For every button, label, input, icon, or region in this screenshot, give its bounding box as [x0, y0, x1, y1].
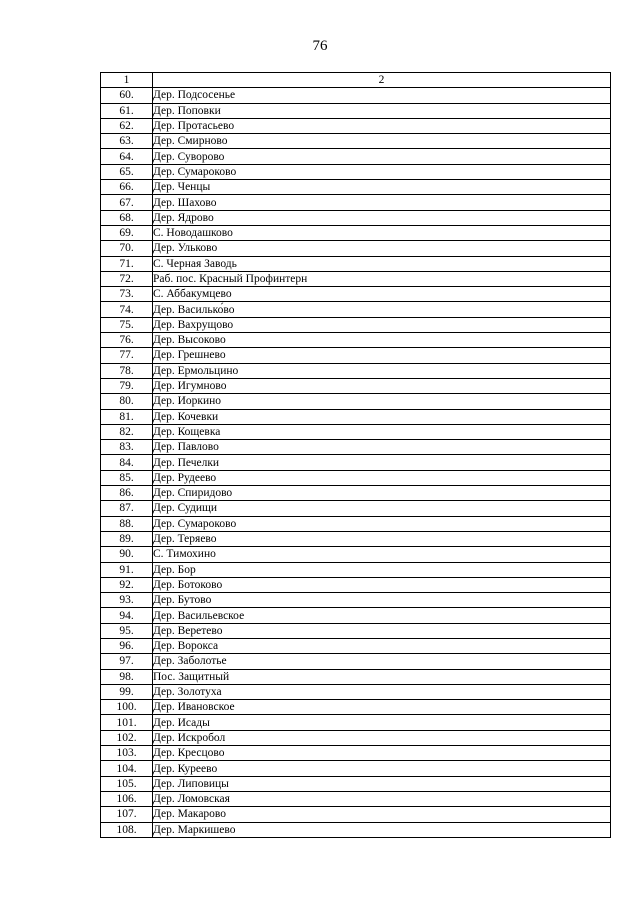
settlement-name-cell: Дер. Шахово [153, 195, 611, 210]
table-row [101, 394, 611, 409]
row-number-cell: 62. [101, 118, 153, 133]
row-number-cell: 65. [101, 164, 153, 179]
table-row [101, 807, 611, 822]
row-number-cell: 92. [101, 577, 153, 592]
row-number-cell: 91. [101, 562, 153, 577]
row-number-cell: 80. [101, 394, 153, 409]
row-number-cell: 68. [101, 210, 153, 225]
row-number-cell: 83. [101, 440, 153, 455]
table-row [101, 271, 611, 286]
settlement-name-cell: Дер. Смирново [153, 134, 611, 149]
settlement-name-cell: Дер. Искробол [153, 730, 611, 745]
table-row [101, 761, 611, 776]
settlement-name-cell: Дер. Судищи [153, 501, 611, 516]
table-row [101, 103, 611, 118]
table-row [101, 700, 611, 715]
table-row [101, 180, 611, 195]
table-row [101, 486, 611, 501]
table-row [101, 348, 611, 363]
table-row [101, 715, 611, 730]
table-row [101, 791, 611, 806]
row-number-cell: 67. [101, 195, 153, 210]
row-number-cell: 95. [101, 623, 153, 638]
table-row [101, 623, 611, 638]
settlement-name-cell: Раб. пос. Красный Профинтерн [153, 271, 611, 286]
table-row [101, 440, 611, 455]
settlement-name-cell: Дер. Маркишево [153, 822, 611, 837]
row-number-cell: 76. [101, 333, 153, 348]
row-number-cell: 103. [101, 746, 153, 761]
settlement-name-cell: Дер. Грешнево [153, 348, 611, 363]
table-row [101, 378, 611, 393]
column-header-number: 1 [101, 73, 153, 88]
settlement-name-cell: Дер. Суворово [153, 149, 611, 164]
row-number-cell: 88. [101, 516, 153, 531]
table-row [101, 225, 611, 240]
table-header-row [101, 73, 611, 88]
row-number-cell: 86. [101, 486, 153, 501]
row-number-cell: 98. [101, 669, 153, 684]
row-number-cell: 94. [101, 608, 153, 623]
table-row [101, 363, 611, 378]
row-number-cell: 104. [101, 761, 153, 776]
settlement-name-cell: Дер. Игумново [153, 378, 611, 393]
row-number-cell: 90. [101, 547, 153, 562]
row-number-cell: 82. [101, 424, 153, 439]
settlement-name-cell: Дер. Василько́во [153, 302, 611, 317]
row-number-cell: 69. [101, 225, 153, 240]
row-number-cell: 70. [101, 241, 153, 256]
table-row [101, 409, 611, 424]
table-row [101, 455, 611, 470]
settlement-name-cell: Дер. Исады [153, 715, 611, 730]
settlement-name-cell: Дер. Ворокса [153, 638, 611, 653]
page-number: 76 [312, 38, 328, 54]
table-row [101, 577, 611, 592]
settlement-name-cell: С. Аббакумцево [153, 287, 611, 302]
table-row [101, 669, 611, 684]
settlement-name-cell: Дер. Иоркино [153, 394, 611, 409]
settlement-name-cell: Дер. Печелки [153, 455, 611, 470]
table-row [101, 501, 611, 516]
row-number-cell: 84. [101, 455, 153, 470]
table-row [101, 547, 611, 562]
settlement-name-cell: С. Тимохино [153, 547, 611, 562]
table-body [101, 88, 611, 838]
row-number-cell: 101. [101, 715, 153, 730]
row-number-cell: 73. [101, 287, 153, 302]
settlement-name-cell: Дер. Куреево [153, 761, 611, 776]
settlement-name-cell: Дер. Ульково [153, 241, 611, 256]
settlement-name-cell: Пос. Защитный [153, 669, 611, 684]
settlement-name-cell: Дер. Бутово [153, 593, 611, 608]
row-number-cell: 93. [101, 593, 153, 608]
settlement-name-cell: Дер. Сумароково [153, 164, 611, 179]
settlement-name-cell: Дер. Васильевское [153, 608, 611, 623]
table-row [101, 822, 611, 837]
row-number-cell: 102. [101, 730, 153, 745]
table-row [101, 638, 611, 653]
table-row [101, 302, 611, 317]
settlement-name-cell: Дер. Теряево [153, 531, 611, 546]
settlement-name-cell: Дер. Ботоково [153, 577, 611, 592]
settlement-name-cell: Дер. Рудеево [153, 470, 611, 485]
row-number-cell: 105. [101, 776, 153, 791]
row-number-cell: 72. [101, 271, 153, 286]
row-number-cell: 87. [101, 501, 153, 516]
settlement-name-cell: Дер. Золотуха [153, 684, 611, 699]
column-header-name: 2 [153, 73, 611, 88]
settlement-name-cell: Дер. Ивановское [153, 700, 611, 715]
row-number-cell: 99. [101, 684, 153, 699]
table-row [101, 287, 611, 302]
settlement-name-cell: Дер. Липовицы [153, 776, 611, 791]
row-number-cell: 81. [101, 409, 153, 424]
row-number-cell: 61. [101, 103, 153, 118]
row-number-cell: 71. [101, 256, 153, 271]
table-row [101, 241, 611, 256]
table-row [101, 593, 611, 608]
table-row [101, 562, 611, 577]
row-number-cell: 89. [101, 531, 153, 546]
settlement-name-cell: Дер. Сумароково [153, 516, 611, 531]
settlement-name-cell: Дер. Вахрущово [153, 317, 611, 332]
table-row [101, 654, 611, 669]
settlement-name-cell: Дер. Кочевки [153, 409, 611, 424]
table-row [101, 195, 611, 210]
table-row [101, 210, 611, 225]
row-number-cell: 77. [101, 348, 153, 363]
table-row [101, 516, 611, 531]
row-number-cell: 66. [101, 180, 153, 195]
table-row [101, 608, 611, 623]
settlement-name-cell: Дер. Заболотье [153, 654, 611, 669]
row-number-cell: 74. [101, 302, 153, 317]
table-row [101, 470, 611, 485]
row-number-cell: 78. [101, 363, 153, 378]
row-number-cell: 75. [101, 317, 153, 332]
settlement-name-cell: Дер. Высоково [153, 333, 611, 348]
settlement-name-cell: Дер. Ядрово [153, 210, 611, 225]
row-number-cell: 64. [101, 149, 153, 164]
row-number-cell: 108. [101, 822, 153, 837]
row-number-cell: 97. [101, 654, 153, 669]
table-row [101, 333, 611, 348]
row-number-cell: 107. [101, 807, 153, 822]
row-number-cell: 79. [101, 378, 153, 393]
settlement-name-cell: Дер. Протасьево [153, 118, 611, 133]
settlement-name-cell: Дер. Кощевка [153, 424, 611, 439]
settlement-name-cell: Дер. Ченцы [153, 180, 611, 195]
settlement-name-cell: Дер. Веретево [153, 623, 611, 638]
table-row [101, 88, 611, 103]
row-number-cell: 60. [101, 88, 153, 103]
settlement-name-cell: Дер. Бор [153, 562, 611, 577]
settlement-name-cell: Дер. Павлово [153, 440, 611, 455]
table-row [101, 531, 611, 546]
table-row [101, 424, 611, 439]
table-row [101, 317, 611, 332]
settlement-name-cell: Дер. Макарово [153, 807, 611, 822]
table-row [101, 118, 611, 133]
settlement-name-cell: Дер. Поповки [153, 103, 611, 118]
table-row [101, 134, 611, 149]
table-row [101, 164, 611, 179]
table-row [101, 684, 611, 699]
row-number-cell: 96. [101, 638, 153, 653]
row-number-cell: 63. [101, 134, 153, 149]
settlements-table [100, 72, 611, 838]
settlement-name-cell: С. Черная Заводь [153, 256, 611, 271]
row-number-cell: 100. [101, 700, 153, 715]
row-number-cell: 85. [101, 470, 153, 485]
table-row [101, 149, 611, 164]
settlement-name-cell: Дер. Подсосенье [153, 88, 611, 103]
table-row [101, 730, 611, 745]
settlement-name-cell: Дер. Кресцово [153, 746, 611, 761]
settlement-name-cell: С. Новодашково [153, 225, 611, 240]
settlement-name-cell: Дер. Ломовская [153, 791, 611, 806]
settlement-name-cell: Дер. Ермольцино [153, 363, 611, 378]
settlement-name-cell: Дер. Спиридово [153, 486, 611, 501]
row-number-cell: 106. [101, 791, 153, 806]
table-row [101, 776, 611, 791]
table-row [101, 256, 611, 271]
table-row [101, 746, 611, 761]
